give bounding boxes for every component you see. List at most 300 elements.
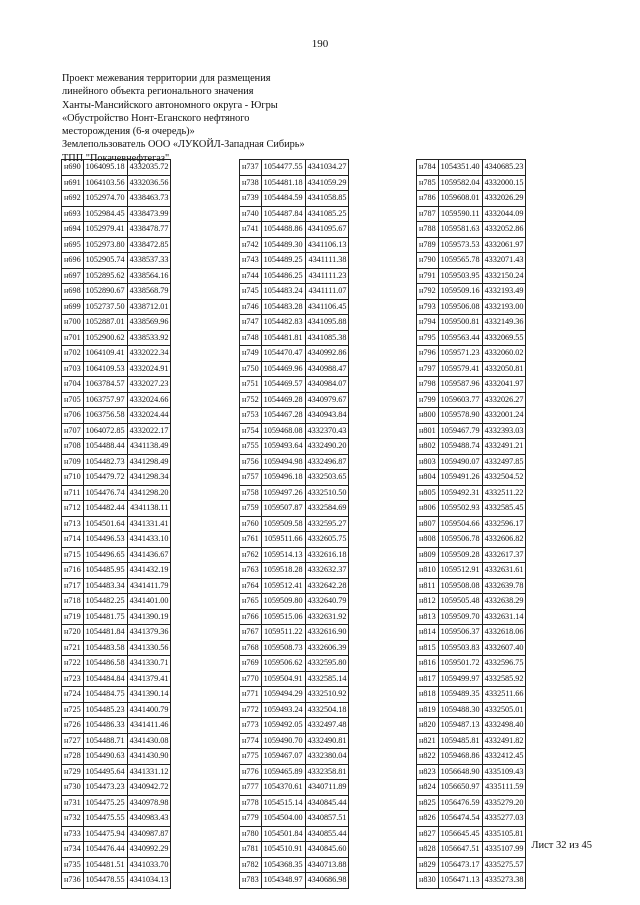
point-id-cell: н694 bbox=[62, 222, 84, 238]
x-coordinate-cell: 1059506.37 bbox=[438, 625, 482, 641]
y-coordinate-cell: 4340987.87 bbox=[127, 826, 171, 842]
table-row bbox=[417, 501, 526, 517]
y-coordinate-cell: 4332490.81 bbox=[305, 733, 349, 749]
x-coordinate-cell: 1064109.53 bbox=[83, 361, 127, 377]
table-row bbox=[62, 857, 171, 873]
point-id-cell: н829 bbox=[417, 857, 439, 873]
point-id-cell: н706 bbox=[62, 408, 84, 424]
point-id-cell: н787 bbox=[417, 206, 439, 222]
y-coordinate-cell: 4332491.21 bbox=[482, 439, 526, 455]
table-row bbox=[62, 547, 171, 563]
x-coordinate-cell: 1059509.58 bbox=[261, 516, 305, 532]
y-coordinate-cell: 4332026.27 bbox=[482, 392, 526, 408]
x-coordinate-cell: 1056648.90 bbox=[438, 764, 482, 780]
point-id-cell: н725 bbox=[62, 702, 84, 718]
y-coordinate-cell: 4338568.79 bbox=[127, 284, 171, 300]
header-line: Проект межевания территории для размещения bbox=[62, 73, 271, 84]
point-id-cell: н690 bbox=[62, 160, 84, 176]
y-coordinate-cell: 4340857.51 bbox=[305, 811, 349, 827]
table-row bbox=[62, 811, 171, 827]
x-coordinate-cell: 1059489.35 bbox=[438, 687, 482, 703]
point-id-cell: н814 bbox=[417, 625, 439, 641]
y-coordinate-cell: 4341111.07 bbox=[305, 284, 349, 300]
x-coordinate-cell: 1054488.86 bbox=[261, 222, 305, 238]
y-coordinate-cell: 4332490.20 bbox=[305, 439, 349, 455]
x-coordinate-cell: 1054486.25 bbox=[261, 268, 305, 284]
x-coordinate-cell: 1054475.94 bbox=[83, 826, 127, 842]
x-coordinate-cell: 1059465.89 bbox=[261, 764, 305, 780]
point-id-cell: н815 bbox=[417, 640, 439, 656]
x-coordinate-cell: 1052974.70 bbox=[83, 191, 127, 207]
y-coordinate-cell: 4332026.29 bbox=[482, 191, 526, 207]
point-id-cell: н735 bbox=[62, 857, 84, 873]
table-row bbox=[240, 501, 349, 517]
x-coordinate-cell: 1052979.41 bbox=[83, 222, 127, 238]
point-id-cell: н825 bbox=[417, 795, 439, 811]
table-row bbox=[62, 563, 171, 579]
point-id-cell: н795 bbox=[417, 330, 439, 346]
y-coordinate-cell: 4332071.43 bbox=[482, 253, 526, 269]
y-coordinate-cell: 4341430.08 bbox=[127, 733, 171, 749]
y-coordinate-cell: 4332596.17 bbox=[482, 516, 526, 532]
table-row bbox=[240, 702, 349, 718]
x-coordinate-cell: 1059506.62 bbox=[261, 656, 305, 672]
y-coordinate-cell: 4332000.15 bbox=[482, 175, 526, 191]
point-id-cell: н803 bbox=[417, 454, 439, 470]
x-coordinate-cell: 1059582.04 bbox=[438, 175, 482, 191]
x-coordinate-cell: 1054483.28 bbox=[261, 299, 305, 315]
point-id-cell: н810 bbox=[417, 563, 439, 579]
point-id-cell: н778 bbox=[240, 795, 262, 811]
x-coordinate-cell: 1054483.24 bbox=[261, 284, 305, 300]
x-coordinate-cell: 1054496.53 bbox=[83, 532, 127, 548]
table-row bbox=[62, 842, 171, 858]
point-id-cell: н781 bbox=[240, 842, 262, 858]
x-coordinate-cell: 1059501.72 bbox=[438, 656, 482, 672]
x-coordinate-cell: 1059579.41 bbox=[438, 361, 482, 377]
y-coordinate-cell: 4340988.47 bbox=[305, 361, 349, 377]
table-row bbox=[240, 470, 349, 486]
point-id-cell: н761 bbox=[240, 532, 262, 548]
x-coordinate-cell: 1059499.97 bbox=[438, 671, 482, 687]
table-row bbox=[62, 315, 171, 331]
y-coordinate-cell: 4340711.89 bbox=[305, 780, 349, 796]
y-coordinate-cell: 4341400.79 bbox=[127, 702, 171, 718]
x-coordinate-cell: 1054479.72 bbox=[83, 470, 127, 486]
y-coordinate-cell: 4332370.43 bbox=[305, 423, 349, 439]
point-id-cell: н805 bbox=[417, 485, 439, 501]
y-coordinate-cell: 4332027.23 bbox=[127, 377, 171, 393]
header-line: «Обустройство Нонт-Еганского нефтяного bbox=[62, 112, 250, 124]
y-coordinate-cell: 4332616.18 bbox=[305, 547, 349, 563]
table-row bbox=[417, 826, 526, 842]
table-row bbox=[240, 485, 349, 501]
x-coordinate-cell: 1056645.45 bbox=[438, 826, 482, 842]
x-coordinate-cell: 1054496.65 bbox=[83, 547, 127, 563]
x-coordinate-cell: 1064072.85 bbox=[83, 423, 127, 439]
table-row bbox=[417, 640, 526, 656]
y-coordinate-cell: 4341106.13 bbox=[305, 237, 349, 253]
point-id-cell: н754 bbox=[240, 423, 262, 439]
x-coordinate-cell: 1059467.07 bbox=[261, 749, 305, 765]
x-coordinate-cell: 1059492.05 bbox=[261, 718, 305, 734]
point-id-cell: н738 bbox=[240, 175, 262, 191]
y-coordinate-cell: 4335275.57 bbox=[482, 857, 526, 873]
point-id-cell: н701 bbox=[62, 330, 84, 346]
table-row bbox=[417, 315, 526, 331]
table-row bbox=[240, 206, 349, 222]
table-row bbox=[62, 764, 171, 780]
y-coordinate-cell: 4332491.82 bbox=[482, 733, 526, 749]
y-coordinate-cell: 4341430.90 bbox=[127, 749, 171, 765]
table-row bbox=[62, 160, 171, 176]
point-id-cell: н826 bbox=[417, 811, 439, 827]
table-row bbox=[417, 671, 526, 687]
point-id-cell: н727 bbox=[62, 733, 84, 749]
table-row bbox=[62, 594, 171, 610]
point-id-cell: н753 bbox=[240, 408, 262, 424]
table-row bbox=[62, 749, 171, 765]
x-coordinate-cell: 1059468.86 bbox=[438, 749, 482, 765]
x-coordinate-cell: 1054370.61 bbox=[261, 780, 305, 796]
table-row bbox=[240, 671, 349, 687]
x-coordinate-cell: 1059500.81 bbox=[438, 315, 482, 331]
point-id-cell: н719 bbox=[62, 609, 84, 625]
y-coordinate-cell: 4332585.14 bbox=[305, 671, 349, 687]
table-row bbox=[240, 175, 349, 191]
x-coordinate-cell: 1059503.83 bbox=[438, 640, 482, 656]
point-id-cell: н714 bbox=[62, 532, 84, 548]
x-coordinate-cell: 1054488.44 bbox=[83, 439, 127, 455]
point-id-cell: н779 bbox=[240, 811, 262, 827]
y-coordinate-cell: 4332150.24 bbox=[482, 268, 526, 284]
table-row bbox=[417, 361, 526, 377]
point-id-cell: н765 bbox=[240, 594, 262, 610]
y-coordinate-cell: 4340943.84 bbox=[305, 408, 349, 424]
point-id-cell: н717 bbox=[62, 578, 84, 594]
y-coordinate-cell: 4341034.13 bbox=[127, 873, 171, 889]
x-coordinate-cell: 1054484.75 bbox=[83, 687, 127, 703]
point-id-cell: н764 bbox=[240, 578, 262, 594]
point-id-cell: н750 bbox=[240, 361, 262, 377]
x-coordinate-cell: 1056474.54 bbox=[438, 811, 482, 827]
point-id-cell: н806 bbox=[417, 501, 439, 517]
x-coordinate-cell: 1059504.91 bbox=[261, 671, 305, 687]
table-row bbox=[62, 423, 171, 439]
point-id-cell: н758 bbox=[240, 485, 262, 501]
y-coordinate-cell: 4335279.20 bbox=[482, 795, 526, 811]
x-coordinate-cell: 1054482.83 bbox=[261, 315, 305, 331]
y-coordinate-cell: 4335111.59 bbox=[482, 780, 526, 796]
y-coordinate-cell: 4332149.36 bbox=[482, 315, 526, 331]
table-row bbox=[240, 361, 349, 377]
y-coordinate-cell: 4341298.20 bbox=[127, 485, 171, 501]
point-id-cell: н692 bbox=[62, 191, 84, 207]
x-coordinate-cell: 1059509.28 bbox=[438, 547, 482, 563]
x-coordinate-cell: 1054483.58 bbox=[83, 640, 127, 656]
header-line: Землепользователь ООО «ЛУКОЙЛ-Западная Сибирь» bbox=[62, 139, 305, 151]
table-row bbox=[417, 253, 526, 269]
x-coordinate-cell: 1052890.67 bbox=[83, 284, 127, 300]
point-id-cell: н756 bbox=[240, 454, 262, 470]
y-coordinate-cell: 4335273.38 bbox=[482, 873, 526, 889]
table-row bbox=[240, 237, 349, 253]
table-row bbox=[417, 485, 526, 501]
x-coordinate-cell: 1059512.91 bbox=[438, 563, 482, 579]
x-coordinate-cell: 1054467.28 bbox=[261, 408, 305, 424]
table-row bbox=[417, 346, 526, 362]
y-coordinate-cell: 4335105.81 bbox=[482, 826, 526, 842]
y-coordinate-cell: 4341085.25 bbox=[305, 206, 349, 222]
y-coordinate-cell: 4332617.37 bbox=[482, 547, 526, 563]
point-id-cell: н720 bbox=[62, 625, 84, 641]
point-id-cell: н783 bbox=[240, 873, 262, 889]
point-id-cell: н807 bbox=[417, 516, 439, 532]
point-id-cell: н715 bbox=[62, 547, 84, 563]
x-coordinate-cell: 1054482.25 bbox=[83, 594, 127, 610]
x-coordinate-cell: 1054476.44 bbox=[83, 842, 127, 858]
y-coordinate-cell: 4341111.38 bbox=[305, 253, 349, 269]
x-coordinate-cell: 1054489.25 bbox=[261, 253, 305, 269]
point-id-cell: н780 bbox=[240, 826, 262, 842]
table-row bbox=[417, 377, 526, 393]
point-id-cell: н801 bbox=[417, 423, 439, 439]
x-coordinate-cell: 1052984.45 bbox=[83, 206, 127, 222]
point-id-cell: н796 bbox=[417, 346, 439, 362]
y-coordinate-cell: 4341411.46 bbox=[127, 718, 171, 734]
table-row bbox=[417, 795, 526, 811]
table-row bbox=[417, 749, 526, 765]
y-coordinate-cell: 4332496.87 bbox=[305, 454, 349, 470]
table-row bbox=[240, 160, 349, 176]
table-row bbox=[417, 687, 526, 703]
y-coordinate-cell: 4332393.03 bbox=[482, 423, 526, 439]
point-id-cell: н724 bbox=[62, 687, 84, 703]
point-id-cell: н691 bbox=[62, 175, 84, 191]
x-coordinate-cell: 1054484.59 bbox=[261, 191, 305, 207]
table-row bbox=[240, 733, 349, 749]
point-id-cell: н703 bbox=[62, 361, 84, 377]
y-coordinate-cell: 4341379.41 bbox=[127, 671, 171, 687]
y-coordinate-cell: 4332504.52 bbox=[482, 470, 526, 486]
y-coordinate-cell: 4341058.85 bbox=[305, 191, 349, 207]
y-coordinate-cell: 4332511.66 bbox=[482, 687, 526, 703]
x-coordinate-cell: 1059578.90 bbox=[438, 408, 482, 424]
point-id-cell: н828 bbox=[417, 842, 439, 858]
table-row bbox=[62, 578, 171, 594]
x-coordinate-cell: 1059590.11 bbox=[438, 206, 482, 222]
point-id-cell: н698 bbox=[62, 284, 84, 300]
x-coordinate-cell: 1059490.70 bbox=[261, 733, 305, 749]
x-coordinate-cell: 1059504.66 bbox=[438, 516, 482, 532]
table-row bbox=[240, 439, 349, 455]
y-coordinate-cell: 4332358.81 bbox=[305, 764, 349, 780]
table-row bbox=[417, 470, 526, 486]
y-coordinate-cell: 4332511.22 bbox=[482, 485, 526, 501]
y-coordinate-cell: 4341390.14 bbox=[127, 687, 171, 703]
table-row bbox=[417, 175, 526, 191]
point-id-cell: н695 bbox=[62, 237, 84, 253]
y-coordinate-cell: 4332606.82 bbox=[482, 532, 526, 548]
x-coordinate-cell: 1059505.48 bbox=[438, 594, 482, 610]
x-coordinate-cell: 1059603.77 bbox=[438, 392, 482, 408]
point-id-cell: н824 bbox=[417, 780, 439, 796]
x-coordinate-cell: 1054348.97 bbox=[261, 873, 305, 889]
table-row bbox=[62, 222, 171, 238]
table-row bbox=[240, 191, 349, 207]
x-coordinate-cell: 1063784.57 bbox=[83, 377, 127, 393]
y-coordinate-cell: 4332001.24 bbox=[482, 408, 526, 424]
x-coordinate-cell: 1059493.64 bbox=[261, 439, 305, 455]
point-id-cell: н707 bbox=[62, 423, 84, 439]
table-row bbox=[417, 454, 526, 470]
table-row bbox=[62, 656, 171, 672]
table-row bbox=[62, 702, 171, 718]
point-id-cell: н757 bbox=[240, 470, 262, 486]
x-coordinate-cell: 1059509.16 bbox=[438, 284, 482, 300]
y-coordinate-cell: 4332584.69 bbox=[305, 501, 349, 517]
point-id-cell: н773 bbox=[240, 718, 262, 734]
table-row bbox=[62, 439, 171, 455]
y-coordinate-cell: 4332642.28 bbox=[305, 578, 349, 594]
table-row bbox=[240, 377, 349, 393]
table-row bbox=[417, 578, 526, 594]
y-coordinate-cell: 4341331.41 bbox=[127, 516, 171, 532]
y-coordinate-cell: 4332050.81 bbox=[482, 361, 526, 377]
y-coordinate-cell: 4332041.97 bbox=[482, 377, 526, 393]
point-id-cell: н784 bbox=[417, 160, 439, 176]
y-coordinate-cell: 4338533.92 bbox=[127, 330, 171, 346]
x-coordinate-cell: 1054475.55 bbox=[83, 811, 127, 827]
table-row bbox=[240, 547, 349, 563]
x-coordinate-cell: 1054515.14 bbox=[261, 795, 305, 811]
point-id-cell: н722 bbox=[62, 656, 84, 672]
table-row bbox=[417, 873, 526, 889]
y-coordinate-cell: 4341085.38 bbox=[305, 330, 349, 346]
y-coordinate-cell: 4341034.27 bbox=[305, 160, 349, 176]
table-row bbox=[417, 439, 526, 455]
x-coordinate-cell: 1054487.84 bbox=[261, 206, 305, 222]
point-id-cell: н788 bbox=[417, 222, 439, 238]
table-row bbox=[417, 206, 526, 222]
point-id-cell: н767 bbox=[240, 625, 262, 641]
x-coordinate-cell: 1054481.18 bbox=[261, 175, 305, 191]
y-coordinate-cell: 4338472.85 bbox=[127, 237, 171, 253]
point-id-cell: н732 bbox=[62, 811, 84, 827]
point-id-cell: н799 bbox=[417, 392, 439, 408]
point-id-cell: н782 bbox=[240, 857, 262, 873]
x-coordinate-cell: 1054495.64 bbox=[83, 764, 127, 780]
x-coordinate-cell: 1054488.71 bbox=[83, 733, 127, 749]
point-id-cell: н789 bbox=[417, 237, 439, 253]
table-row bbox=[62, 191, 171, 207]
y-coordinate-cell: 4332052.86 bbox=[482, 222, 526, 238]
table-row bbox=[417, 191, 526, 207]
table-row bbox=[62, 640, 171, 656]
y-coordinate-cell: 4338537.33 bbox=[127, 253, 171, 269]
x-coordinate-cell: 1054501.64 bbox=[83, 516, 127, 532]
y-coordinate-cell: 4332024.66 bbox=[127, 392, 171, 408]
y-coordinate-cell: 4341095.67 bbox=[305, 222, 349, 238]
point-id-cell: н812 bbox=[417, 594, 439, 610]
point-id-cell: н733 bbox=[62, 826, 84, 842]
point-id-cell: н723 bbox=[62, 671, 84, 687]
y-coordinate-cell: 4332035.72 bbox=[127, 160, 171, 176]
x-coordinate-cell: 1052887.01 bbox=[83, 315, 127, 331]
x-coordinate-cell: 1064109.41 bbox=[83, 346, 127, 362]
point-id-cell: н734 bbox=[62, 842, 84, 858]
point-id-cell: н726 bbox=[62, 718, 84, 734]
x-coordinate-cell: 1054489.30 bbox=[261, 237, 305, 253]
x-coordinate-cell: 1059509.70 bbox=[438, 609, 482, 625]
x-coordinate-cell: 1052737.50 bbox=[83, 299, 127, 315]
y-coordinate-cell: 4338712.01 bbox=[127, 299, 171, 315]
y-coordinate-cell: 4332510.50 bbox=[305, 485, 349, 501]
y-coordinate-cell: 4332638.29 bbox=[482, 594, 526, 610]
point-id-cell: н800 bbox=[417, 408, 439, 424]
y-coordinate-cell: 4332380.04 bbox=[305, 749, 349, 765]
header-line: ТПП "Покачевнефтегаз" bbox=[62, 152, 170, 164]
y-coordinate-cell: 4341330.71 bbox=[127, 656, 171, 672]
y-coordinate-cell: 4341401.00 bbox=[127, 594, 171, 610]
y-coordinate-cell: 4332596.75 bbox=[482, 656, 526, 672]
y-coordinate-cell: 4341330.56 bbox=[127, 640, 171, 656]
point-id-cell: н768 bbox=[240, 640, 262, 656]
point-id-cell: н792 bbox=[417, 284, 439, 300]
x-coordinate-cell: 1054481.84 bbox=[83, 625, 127, 641]
sheet-footer: Лист 32 из 45 bbox=[531, 840, 592, 851]
x-coordinate-cell: 1054482.44 bbox=[83, 501, 127, 517]
x-coordinate-cell: 1059494.29 bbox=[261, 687, 305, 703]
point-id-cell: н759 bbox=[240, 501, 262, 517]
y-coordinate-cell: 4341033.70 bbox=[127, 857, 171, 873]
y-coordinate-cell: 4332639.78 bbox=[482, 578, 526, 594]
table-row bbox=[62, 377, 171, 393]
x-coordinate-cell: 1059508.08 bbox=[438, 578, 482, 594]
point-id-cell: н731 bbox=[62, 795, 84, 811]
y-coordinate-cell: 4332504.18 bbox=[305, 702, 349, 718]
point-id-cell: н813 bbox=[417, 609, 439, 625]
y-coordinate-cell: 4341059.29 bbox=[305, 175, 349, 191]
y-coordinate-cell: 4340845.60 bbox=[305, 842, 349, 858]
table-row bbox=[62, 361, 171, 377]
table-row bbox=[62, 532, 171, 548]
y-coordinate-cell: 4338564.16 bbox=[127, 268, 171, 284]
table-row bbox=[240, 346, 349, 362]
table-row bbox=[62, 501, 171, 517]
point-id-cell: н747 bbox=[240, 315, 262, 331]
y-coordinate-cell: 4332631.14 bbox=[482, 609, 526, 625]
x-coordinate-cell: 1059573.53 bbox=[438, 237, 482, 253]
table-row bbox=[240, 640, 349, 656]
point-id-cell: н811 bbox=[417, 578, 439, 594]
point-id-cell: н742 bbox=[240, 237, 262, 253]
y-coordinate-cell: 4332412.45 bbox=[482, 749, 526, 765]
point-id-cell: н745 bbox=[240, 284, 262, 300]
page-number: 190 bbox=[311, 38, 329, 50]
y-coordinate-cell: 4332605.75 bbox=[305, 532, 349, 548]
table-row bbox=[417, 423, 526, 439]
x-coordinate-cell: 1059485.81 bbox=[438, 733, 482, 749]
table-row bbox=[417, 330, 526, 346]
y-coordinate-cell: 4332022.17 bbox=[127, 423, 171, 439]
table-row bbox=[62, 625, 171, 641]
x-coordinate-cell: 1059493.24 bbox=[261, 702, 305, 718]
table-row bbox=[62, 408, 171, 424]
table-row bbox=[62, 346, 171, 362]
table-row bbox=[62, 268, 171, 284]
table-row bbox=[417, 222, 526, 238]
